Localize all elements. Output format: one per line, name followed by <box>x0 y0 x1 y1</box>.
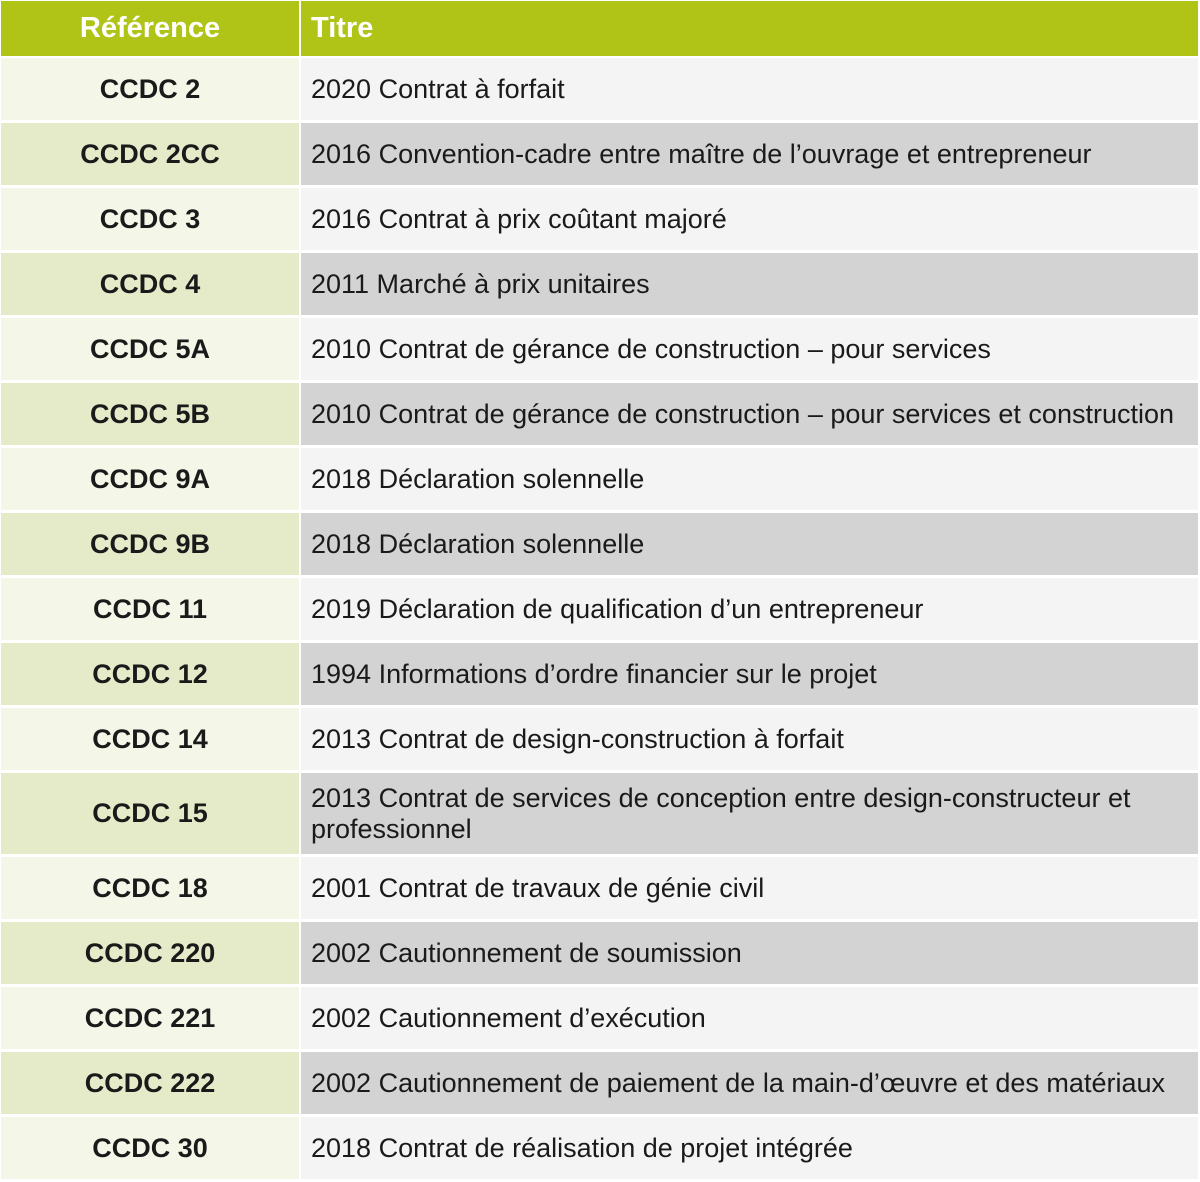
table-row <box>1 513 1198 578</box>
title-cell: 2018 Déclaration solennelle <box>301 448 1198 513</box>
reference-cell: CCDC 222 <box>1 1052 301 1117</box>
table-row <box>1 857 1198 922</box>
table-row <box>1 773 1198 857</box>
table-row <box>1 253 1198 318</box>
reference-cell: CCDC 18 <box>1 857 301 922</box>
table-row <box>1 383 1198 448</box>
title-cell: 1994 Informations d’ordre financier sur le projet <box>301 643 1198 708</box>
title-cell: 2018 Contrat de réalisation de projet intégrée <box>301 1117 1198 1182</box>
table-row <box>1 708 1198 773</box>
reference-cell: CCDC 12 <box>1 643 301 708</box>
title-cell: 2019 Déclaration de qualification d’un entrepreneur <box>301 578 1198 643</box>
reference-cell: CCDC 15 <box>1 773 301 857</box>
table-row <box>1 578 1198 643</box>
title-cell: 2010 Contrat de gérance de construction – pour services et construction <box>301 383 1198 448</box>
title-cell: 2018 Déclaration solennelle <box>301 513 1198 578</box>
title-cell: 2020 Contrat à forfait <box>301 58 1198 123</box>
table-row <box>1 318 1198 383</box>
reference-cell: CCDC 11 <box>1 578 301 643</box>
title-cell: 2016 Convention-cadre entre maître de l’ouvrage et entrepreneur <box>301 123 1198 188</box>
reference-cell: CCDC 9B <box>1 513 301 578</box>
reference-cell: CCDC 14 <box>1 708 301 773</box>
reference-cell: CCDC 2 <box>1 58 301 123</box>
table-row <box>1 188 1198 253</box>
title-cell: 2011 Marché à prix unitaires <box>301 253 1198 318</box>
title-cell: 2002 Cautionnement de soumission <box>301 922 1198 987</box>
ccdc-documents-table-container <box>1 1 1198 1182</box>
table-row <box>1 58 1198 123</box>
table-row <box>1 922 1198 987</box>
reference-cell: CCDC 5B <box>1 383 301 448</box>
title-cell: 2016 Contrat à prix coûtant majoré <box>301 188 1198 253</box>
table-row <box>1 643 1198 708</box>
header-row <box>1 1 1198 58</box>
table-row <box>1 1052 1198 1117</box>
title-cell: 2001 Contrat de travaux de génie civil <box>301 857 1198 922</box>
reference-cell: CCDC 4 <box>1 253 301 318</box>
column-header-title: Titre <box>301 1 1198 58</box>
reference-cell: CCDC 9A <box>1 448 301 513</box>
table-row <box>1 987 1198 1052</box>
reference-cell: CCDC 221 <box>1 987 301 1052</box>
reference-cell: CCDC 3 <box>1 188 301 253</box>
title-cell: 2010 Contrat de gérance de construction – pour services <box>301 318 1198 383</box>
title-cell: 2002 Cautionnement d’exécution <box>301 987 1198 1052</box>
title-cell: 2013 Contrat de services de conception entre design-constructeur et professionnel <box>301 773 1198 857</box>
ccdc-documents-table <box>1 1 1198 1182</box>
column-header-reference: Référence <box>1 1 301 58</box>
table-row <box>1 1117 1198 1182</box>
reference-cell: CCDC 220 <box>1 922 301 987</box>
title-cell: 2002 Cautionnement de paiement de la main-d’œuvre et des matériaux <box>301 1052 1198 1117</box>
title-cell: 2013 Contrat de design-construction à forfait <box>301 708 1198 773</box>
reference-cell: CCDC 2CC <box>1 123 301 188</box>
reference-cell: CCDC 30 <box>1 1117 301 1182</box>
table-row <box>1 123 1198 188</box>
table-row <box>1 448 1198 513</box>
table-body <box>1 58 1198 1182</box>
reference-cell: CCDC 5A <box>1 318 301 383</box>
table-header <box>1 1 1198 58</box>
